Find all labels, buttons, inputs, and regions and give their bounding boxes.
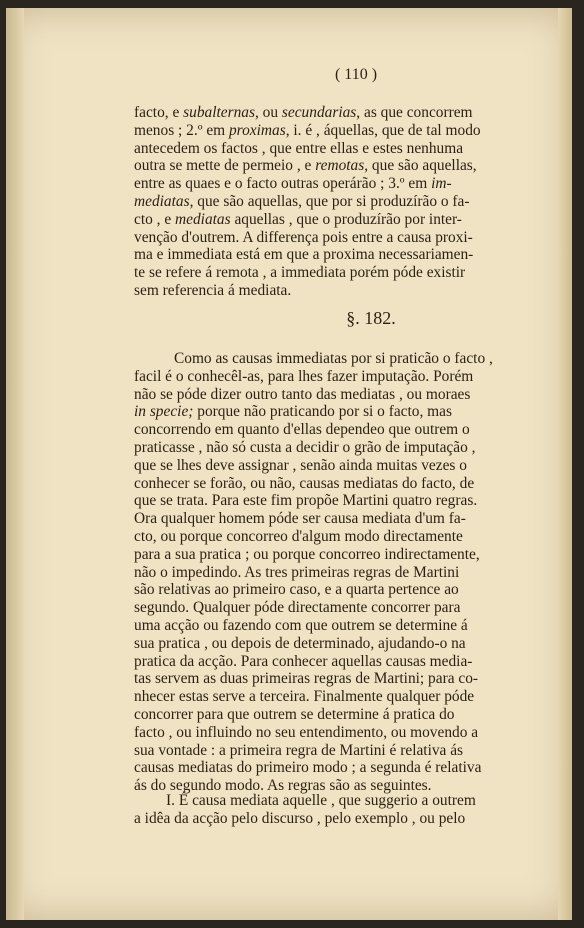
text-line: I. É causa mediata aquelle , que suggerio a outrem bbox=[166, 792, 476, 809]
text-run: antecedem os factos , que entre ellas e estes nenhuma bbox=[134, 139, 464, 157]
paragraph-3 bbox=[134, 792, 546, 828]
text-run: aquellas , que o produzírão por inter- bbox=[230, 210, 462, 228]
page-gutter bbox=[6, 8, 24, 920]
italic-term: im- bbox=[431, 175, 452, 193]
text-run: , que são aquellas, que por si produzírão o fa- bbox=[189, 192, 470, 210]
italic-term: mediatas bbox=[134, 192, 190, 210]
text-line bbox=[134, 157, 546, 175]
text-line bbox=[134, 211, 546, 229]
text-line: que se trata. Para este fim propõe Martini quatro regras. bbox=[134, 492, 478, 510]
italic-term: proximas bbox=[228, 121, 286, 139]
text-line: Como as causas immediatas por si praticão o facto , bbox=[174, 350, 493, 367]
text-line: uma acção ou fazendo com que outrem se determine á bbox=[134, 616, 468, 634]
paragraph-2 bbox=[134, 350, 546, 795]
italic-term: subalternas bbox=[183, 104, 255, 121]
text-line: Ora qualquer homem póde ser causa mediata d'um fa- bbox=[134, 510, 466, 528]
text-line bbox=[134, 140, 546, 158]
text-line bbox=[134, 246, 546, 264]
text-line: tas servem as duas primeiras regras de Martini; para co- bbox=[134, 670, 479, 688]
page-number: ( 110 ) bbox=[334, 66, 378, 83]
page-edge bbox=[558, 8, 572, 920]
text-line bbox=[134, 122, 546, 140]
text-run: entre as quaes e o facto outras operárão ; 3.º em bbox=[134, 175, 432, 193]
text-line: nhecer estas serve a terceira. Finalmente qualquer póde bbox=[134, 688, 475, 706]
text-line: causas mediatas do primeiro modo ; a segunda é relativa bbox=[134, 759, 482, 777]
text-line: concorrendo em quanto d'ellas dependeo que outrem o bbox=[134, 421, 470, 439]
text-line: sua pratica , ou depois de determinado, ajudando-o na bbox=[134, 634, 466, 652]
text-run: , ou bbox=[254, 104, 282, 121]
text-line bbox=[134, 282, 546, 300]
text-line bbox=[134, 229, 546, 247]
section-heading: §. 182. bbox=[346, 308, 396, 328]
text-run: outra se mette de permeio , e bbox=[134, 157, 316, 175]
text-run: ma e immediata está em que a proxima necessariamen- bbox=[134, 246, 474, 264]
text-line bbox=[134, 175, 546, 193]
text-line: conhecer se forão, ou não, causas mediatas do facto, de bbox=[134, 474, 475, 492]
text-run: sem referencia á mediata. bbox=[134, 281, 292, 299]
text-run: , que são aquellas, bbox=[364, 157, 477, 175]
paragraph-1 bbox=[134, 104, 546, 300]
text-run: menos ; 2.º em bbox=[134, 121, 229, 139]
text-line: a idêa da acção pelo discurso , pelo exemplo , ou pelo bbox=[134, 809, 466, 827]
text-line: segundo. Qualquer póde directamente concorrer para bbox=[134, 599, 461, 617]
text-line: ás do segundo modo. As regras são as seguintes. bbox=[134, 777, 432, 795]
text-line: cto, ou porque concorreo d'algum modo directamente bbox=[134, 527, 463, 545]
text-line: para a sua pratica ; ou porque concorreo indirectamente, bbox=[134, 545, 480, 563]
italic-term: secundarias bbox=[281, 104, 357, 121]
text-line: concorrer para que outrem se determine á pratica do bbox=[134, 705, 455, 723]
text-line bbox=[134, 264, 546, 282]
text-run: facto, e bbox=[134, 104, 184, 121]
text-line: são relativas ao primeiro caso, e a quarta pertence ao bbox=[134, 581, 459, 599]
italic-term: remotas bbox=[315, 157, 365, 175]
text-line bbox=[134, 104, 546, 122]
text-run: venção d'outrem. A differença pois entre a causa proxi- bbox=[134, 228, 473, 246]
text-line: sua vontade : a primeira regra de Martini é relativa ás bbox=[134, 741, 464, 759]
book-page bbox=[6, 8, 572, 920]
text-run: , as que concorrem bbox=[356, 104, 473, 121]
text-line: não o impedindo. As tres primeiras regras de Martini bbox=[134, 563, 460, 581]
text-line: facto , ou influindo no seu entendimento, ou movendo a bbox=[134, 723, 479, 741]
italic-term: mediatas bbox=[175, 210, 231, 228]
text-line: pratica da acção. Para conhecer aquellas causas media- bbox=[134, 652, 473, 670]
text-run: , i. é , áquellas, que de tal modo bbox=[285, 121, 481, 139]
text-line: não se póde dizer outro tanto das mediatas , ou moraes bbox=[134, 385, 471, 403]
text-run: cto , e bbox=[134, 210, 176, 228]
text-line: in specie; porque não praticando por si o facto, mas bbox=[134, 403, 452, 421]
text-run: te se refere á remota , a immediata porém póde existir bbox=[134, 264, 466, 282]
text-line bbox=[134, 193, 546, 211]
text-line: praticasse , não só custa a decidir o grão de imputação , bbox=[134, 438, 476, 456]
text-line: que se lhes deve assignar , senão ainda muitas vezes o bbox=[134, 456, 467, 474]
text-line: facil é o conhecêl-as, para lhes fazer imputação. Porém bbox=[134, 367, 474, 385]
